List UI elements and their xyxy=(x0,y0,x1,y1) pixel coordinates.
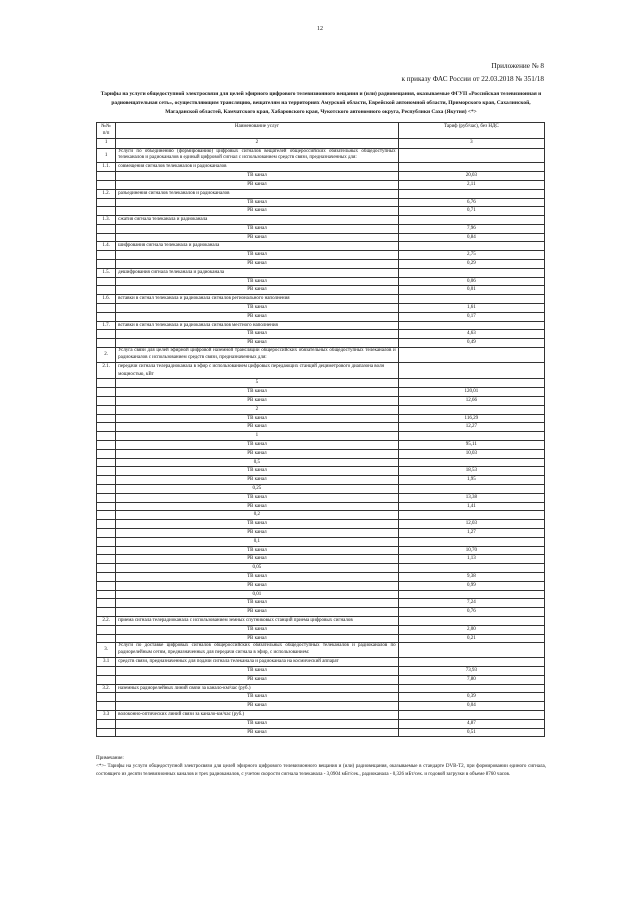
row-tariff-value xyxy=(398,537,544,546)
row-number xyxy=(97,458,116,467)
row-tariff-value: 12,03 xyxy=(398,520,544,529)
channel-row xyxy=(97,432,545,441)
row-service-name: ТВ канал xyxy=(116,666,399,675)
row-tariff-value xyxy=(398,268,544,277)
row-service-name: ТВ канал xyxy=(116,572,399,581)
row-number xyxy=(97,608,116,617)
column-number: 3 xyxy=(398,139,544,149)
row-tariff-value: 1,95 xyxy=(398,476,544,485)
row-number: 1.1. xyxy=(97,163,116,172)
row-service-name: средств связи, предназначенных для подачи сигнала телеканала и радиоканала на космический аппарат xyxy=(116,658,399,667)
row-number xyxy=(97,379,116,388)
channel-row xyxy=(97,555,545,564)
row-number: 3.1 xyxy=(97,658,116,667)
channel-row xyxy=(97,312,545,321)
row-number xyxy=(97,581,116,590)
channel-row xyxy=(97,458,545,467)
channel-row xyxy=(97,564,545,573)
channel-row xyxy=(97,441,545,450)
channel-row xyxy=(97,702,545,711)
row-number xyxy=(97,728,116,737)
row-service-name: сжатия сигнала телеканала и радиоканала xyxy=(116,216,399,225)
row-service-name: РВ канал xyxy=(116,207,399,216)
row-number xyxy=(97,198,116,207)
section-row xyxy=(97,348,545,363)
row-service-name: 0,25 xyxy=(116,485,399,494)
row-service-name: вставки в сигнал телеканала и радиоканала сигналов регионального наполнения xyxy=(116,295,399,304)
row-number xyxy=(97,286,116,295)
row-service-name: РВ канал xyxy=(116,397,399,406)
row-service-name: РВ канал xyxy=(116,608,399,617)
row-tariff-value xyxy=(398,348,544,363)
channel-row xyxy=(97,339,545,348)
appendix-reference xyxy=(401,60,544,86)
channel-row xyxy=(97,529,545,538)
row-service-name: волоконно-оптических линий связи за канало-км/час (руб.) xyxy=(116,710,399,719)
channel-row xyxy=(97,634,545,643)
channel-row xyxy=(97,198,545,207)
channel-row xyxy=(97,728,545,737)
row-number: 3.2. xyxy=(97,684,116,693)
row-service-name: передачи сигнала телерадиоканала в эфир с использованием цифровых передающих станций дециметрового диапазона волн мощностью, кВт xyxy=(116,362,399,379)
channel-row xyxy=(97,537,545,546)
row-tariff-value: 18,53 xyxy=(398,467,544,476)
row-tariff-value: 116,29 xyxy=(398,414,544,423)
row-service-name: ТВ канал xyxy=(116,198,399,207)
table-column-numbers-row xyxy=(97,139,545,149)
row-number xyxy=(97,233,116,242)
row-service-name: РВ канал xyxy=(116,449,399,458)
row-number xyxy=(97,304,116,313)
row-number xyxy=(97,251,116,260)
row-tariff-value: 0,71 xyxy=(398,207,544,216)
row-number xyxy=(97,397,116,406)
channel-row xyxy=(97,286,545,295)
row-service-name: ТВ канал xyxy=(116,467,399,476)
tariff-table-body xyxy=(97,148,545,737)
row-tariff-value: 0,51 xyxy=(398,728,544,737)
service-row xyxy=(97,216,545,225)
row-service-name: ТВ канал xyxy=(116,546,399,555)
row-tariff-value xyxy=(398,405,544,414)
row-service-name: РВ канал xyxy=(116,260,399,269)
row-tariff-value xyxy=(398,379,544,388)
column-number: 2 xyxy=(116,139,399,149)
channel-row xyxy=(97,423,545,432)
row-service-name: 0,2 xyxy=(116,511,399,520)
row-number xyxy=(97,693,116,702)
section-row xyxy=(97,148,545,163)
row-tariff-value: 7,96 xyxy=(398,224,544,233)
row-number xyxy=(97,432,116,441)
row-service-name: 1 xyxy=(116,432,399,441)
row-service-name: РВ канал xyxy=(116,476,399,485)
tariff-table xyxy=(96,122,545,737)
channel-row xyxy=(97,207,545,216)
row-tariff-value: 12,66 xyxy=(398,397,544,406)
row-service-name: РВ канал xyxy=(116,286,399,295)
channel-row xyxy=(97,572,545,581)
channel-row xyxy=(97,625,545,634)
row-service-name: РВ канал xyxy=(116,634,399,643)
row-service-name: 2 xyxy=(116,405,399,414)
row-service-name: РВ канал xyxy=(116,312,399,321)
row-tariff-value: 1,13 xyxy=(398,555,544,564)
row-number xyxy=(97,414,116,423)
row-tariff-value: 1,27 xyxy=(398,529,544,538)
row-service-name: ТВ канал xyxy=(116,693,399,702)
channel-row xyxy=(97,414,545,423)
channel-row xyxy=(97,693,545,702)
service-row xyxy=(97,163,545,172)
row-service-name: ТВ канал xyxy=(116,172,399,181)
row-number xyxy=(97,339,116,348)
row-number: 1 xyxy=(97,148,116,163)
row-number: 1.7. xyxy=(97,321,116,330)
row-number xyxy=(97,172,116,181)
row-number xyxy=(97,180,116,189)
row-number: 1.6. xyxy=(97,295,116,304)
row-number xyxy=(97,634,116,643)
row-tariff-value: 7,24 xyxy=(398,599,544,608)
row-number xyxy=(97,388,116,397)
row-service-name: РВ канал xyxy=(116,675,399,684)
row-tariff-value xyxy=(398,432,544,441)
row-tariff-value: 2,11 xyxy=(398,180,544,189)
row-tariff-value xyxy=(398,684,544,693)
row-tariff-value: 6,76 xyxy=(398,198,544,207)
notes xyxy=(96,755,546,780)
channel-row xyxy=(97,546,545,555)
row-tariff-value xyxy=(398,564,544,573)
channel-row xyxy=(97,493,545,502)
row-tariff-value: 120,01 xyxy=(398,388,544,397)
row-number xyxy=(97,599,116,608)
channel-row xyxy=(97,449,545,458)
row-service-name: вставки в сигнал телеканала и радиоканала сигналов местного наполнения xyxy=(116,321,399,330)
service-row xyxy=(97,268,545,277)
channel-row xyxy=(97,476,545,485)
row-tariff-value: 1,41 xyxy=(398,502,544,511)
row-service-name: ТВ канал xyxy=(116,441,399,450)
channel-row xyxy=(97,397,545,406)
row-number xyxy=(97,277,116,286)
header-num: №№ п/п xyxy=(97,123,116,139)
row-number xyxy=(97,572,116,581)
row-tariff-value: 0,01 xyxy=(398,286,544,295)
service-row xyxy=(97,321,545,330)
row-service-name: ТВ канал xyxy=(116,414,399,423)
row-tariff-value xyxy=(398,242,544,251)
service-row xyxy=(97,658,545,667)
channel-row xyxy=(97,224,545,233)
row-service-name: 0,1 xyxy=(116,537,399,546)
channel-row xyxy=(97,467,545,476)
channel-row xyxy=(97,233,545,242)
row-number xyxy=(97,405,116,414)
row-number: 2.2. xyxy=(97,616,116,625)
channel-row xyxy=(97,405,545,414)
row-service-name: ТВ канал xyxy=(116,388,399,397)
row-tariff-value: 9,38 xyxy=(398,572,544,581)
row-number xyxy=(97,537,116,546)
channel-row xyxy=(97,304,545,313)
row-number xyxy=(97,520,116,529)
row-service-name: Услуга связи для целей эфирной цифровой наземной трансляции общероссийских обязательных общедоступных телеканалов и радиоканалов с использованием средств связи, предназначенных для: xyxy=(116,348,399,363)
column-number: 1 xyxy=(97,139,116,149)
row-tariff-value: 20,03 xyxy=(398,172,544,181)
channel-row xyxy=(97,251,545,260)
row-number xyxy=(97,555,116,564)
row-service-name: ТВ канал xyxy=(116,719,399,728)
row-number xyxy=(97,625,116,634)
row-number xyxy=(97,719,116,728)
row-service-name: ТВ канал xyxy=(116,304,399,313)
row-tariff-value: 95,11 xyxy=(398,441,544,450)
row-service-name: 0,05 xyxy=(116,564,399,573)
row-number xyxy=(97,423,116,432)
channel-row xyxy=(97,485,545,494)
row-service-name: Услуги по объединению (формированию) цифровых сигналов вещателей общероссийских обязательных общедоступных телеканалов и радиоканалов в единый цифровой сигнал с использованием средств связи, предназначенных для: xyxy=(116,148,399,163)
channel-row xyxy=(97,581,545,590)
channel-row xyxy=(97,330,545,339)
row-number xyxy=(97,529,116,538)
row-tariff-value: 1,61 xyxy=(398,304,544,313)
row-number xyxy=(97,330,116,339)
row-number xyxy=(97,502,116,511)
row-tariff-value: 0,84 xyxy=(398,233,544,242)
header-service-name: Наименование услуг xyxy=(116,123,399,139)
row-tariff-value: 4,63 xyxy=(398,330,544,339)
row-tariff-value xyxy=(398,458,544,467)
channel-row xyxy=(97,520,545,529)
row-service-name: 0,5 xyxy=(116,458,399,467)
row-service-name: ТВ канал xyxy=(116,625,399,634)
channel-row xyxy=(97,172,545,181)
row-number: 3. xyxy=(97,643,116,658)
row-number: 3.3 xyxy=(97,710,116,719)
row-tariff-value xyxy=(398,189,544,198)
service-row xyxy=(97,616,545,625)
channel-row xyxy=(97,719,545,728)
row-tariff-value: 0,04 xyxy=(398,702,544,711)
row-tariff-value xyxy=(398,163,544,172)
channel-row xyxy=(97,599,545,608)
row-tariff-value xyxy=(398,485,544,494)
row-tariff-value: 0,21 xyxy=(398,634,544,643)
row-tariff-value: 10,70 xyxy=(398,546,544,555)
notes-heading: Примечание: xyxy=(96,756,124,761)
row-number: 1.2. xyxy=(97,189,116,198)
row-number xyxy=(97,441,116,450)
row-tariff-value xyxy=(398,710,544,719)
channel-row xyxy=(97,379,545,388)
row-service-name: 0,01 xyxy=(116,590,399,599)
row-service-name: ТВ канал xyxy=(116,330,399,339)
row-service-name: Услуги по доставке цифровых сигналов общероссийских обязательных общедоступных телеканалов и радиоканалов по радиорелейным сетям, предназначенных для передачи сигнала в эфир, с использованием: xyxy=(116,643,399,658)
row-number xyxy=(97,666,116,675)
row-service-name: разъединения сигналов телеканалов и радиоканалов xyxy=(116,189,399,198)
row-number xyxy=(97,675,116,684)
channel-row xyxy=(97,180,545,189)
row-service-name: РВ канал xyxy=(116,702,399,711)
row-tariff-value xyxy=(398,148,544,163)
row-number xyxy=(97,590,116,599)
appendix-order-reference: к приказу ФАС России от 22.03.2018 № 351/18 xyxy=(401,75,544,83)
row-tariff-value: 0,29 xyxy=(398,260,544,269)
row-service-name: РВ канал xyxy=(116,423,399,432)
row-number xyxy=(97,476,116,485)
document-title: Тарифы на услуги общедоступной электросвязи для целей эфирного цифрового телевизионного вещания и (или) радиовещания, оказываемые ФГУП «Российская телевизионная и радиовещательная сеть», осуществляющим трансляцию, вещателям на территориях Амурской области, Еврейской автономной области, Приморского края, Сахалинской, Магаданской областей, Камчатского края, Хабаровского края, Чукотского автономного округа, Республики Саха (Якутия) <*> xyxy=(100,91,542,116)
row-tariff-value: 0,76 xyxy=(398,608,544,617)
row-service-name: ТВ канал xyxy=(116,224,399,233)
header-tariff: Тариф (руб/час), без НДС xyxy=(398,123,544,139)
row-tariff-value: 0,06 xyxy=(398,277,544,286)
row-tariff-value: 0,39 xyxy=(398,693,544,702)
appendix-title: Приложение № 8 xyxy=(491,62,544,70)
table-header-row xyxy=(97,123,545,139)
row-tariff-value: 0,99 xyxy=(398,581,544,590)
row-number: 1.4. xyxy=(97,242,116,251)
row-number xyxy=(97,564,116,573)
row-number xyxy=(97,493,116,502)
page-number: 12 xyxy=(317,26,323,32)
row-tariff-value xyxy=(398,321,544,330)
row-tariff-value: 7,80 xyxy=(398,675,544,684)
row-tariff-value xyxy=(398,658,544,667)
channel-row xyxy=(97,388,545,397)
row-service-name: шифрования сигнала телеканала и радиоканала xyxy=(116,242,399,251)
channel-row xyxy=(97,502,545,511)
service-row xyxy=(97,710,545,719)
row-service-name: ТВ канал xyxy=(116,493,399,502)
row-service-name: ТВ канал xyxy=(116,599,399,608)
row-number xyxy=(97,224,116,233)
row-tariff-value xyxy=(398,511,544,520)
service-row xyxy=(97,684,545,693)
row-number: 1.3. xyxy=(97,216,116,225)
channel-row xyxy=(97,608,545,617)
channel-row xyxy=(97,277,545,286)
channel-row xyxy=(97,675,545,684)
row-number xyxy=(97,449,116,458)
row-service-name: РВ канал xyxy=(116,555,399,564)
row-service-name: РВ канал xyxy=(116,529,399,538)
row-service-name: РВ канал xyxy=(116,502,399,511)
row-tariff-value xyxy=(398,616,544,625)
row-number xyxy=(97,312,116,321)
row-service-name: ТВ канал xyxy=(116,277,399,286)
service-row xyxy=(97,295,545,304)
row-tariff-value: 73,93 xyxy=(398,666,544,675)
row-tariff-value: 0,17 xyxy=(398,312,544,321)
row-number xyxy=(97,485,116,494)
channel-row xyxy=(97,590,545,599)
row-service-name: приема сигнала телерадиоканала с использованием земных спутниковых станций приема цифровых сигналов xyxy=(116,616,399,625)
row-number: 2. xyxy=(97,348,116,363)
row-number xyxy=(97,702,116,711)
row-service-name: РВ канал xyxy=(116,581,399,590)
row-tariff-value xyxy=(398,216,544,225)
channel-row xyxy=(97,260,545,269)
row-service-name: ТВ канал xyxy=(116,520,399,529)
row-tariff-value: 12,27 xyxy=(398,423,544,432)
row-service-name: РВ канал xyxy=(116,728,399,737)
row-number xyxy=(97,546,116,555)
service-row xyxy=(97,362,545,379)
notes-text: <*>- Тарифы на услуги общедоступной электросвязи для целей эфирного цифрового телевизионного вещания и (или) радиовещания, оказываемые в стандарте DVB-T2, при формировании единого сигнала, состоящего из десяти телевизионных каналов и трех радиоканалов, с учетом скорости сигнала телеканала - 3,0904 мБт/сек., радиоканала - 0,326 мБт/сек. и годовой загрузки в объеме 8760 часов. xyxy=(96,764,546,778)
row-tariff-value xyxy=(398,643,544,658)
service-row xyxy=(97,242,545,251)
row-service-name: ТВ канал xyxy=(116,251,399,260)
row-service-name: наземных радиорелейных линий связи за канало-км/час (руб.) xyxy=(116,684,399,693)
row-tariff-value: 0,49 xyxy=(398,339,544,348)
row-tariff-value xyxy=(398,295,544,304)
row-number: 2.1. xyxy=(97,362,116,379)
row-number xyxy=(97,511,116,520)
service-row xyxy=(97,189,545,198)
row-service-name: совмещения сигналов телеканалов и радиоканалов xyxy=(116,163,399,172)
row-service-name: РВ канал xyxy=(116,233,399,242)
section-row xyxy=(97,643,545,658)
channel-row xyxy=(97,511,545,520)
channel-row xyxy=(97,666,545,675)
row-tariff-value xyxy=(398,590,544,599)
row-number xyxy=(97,467,116,476)
row-tariff-value: 2,75 xyxy=(398,251,544,260)
row-tariff-value: 4,87 xyxy=(398,719,544,728)
row-tariff-value: 10,03 xyxy=(398,449,544,458)
row-tariff-value: 13,38 xyxy=(398,493,544,502)
row-service-name: 5 xyxy=(116,379,399,388)
row-number: 1.5. xyxy=(97,268,116,277)
row-tariff-value: 2,00 xyxy=(398,625,544,634)
row-number xyxy=(97,260,116,269)
row-tariff-value xyxy=(398,362,544,379)
row-number xyxy=(97,207,116,216)
row-service-name: РВ канал xyxy=(116,180,399,189)
row-service-name: дешифрования сигнала телеканала и радиоканала xyxy=(116,268,399,277)
row-service-name: РВ канал xyxy=(116,339,399,348)
